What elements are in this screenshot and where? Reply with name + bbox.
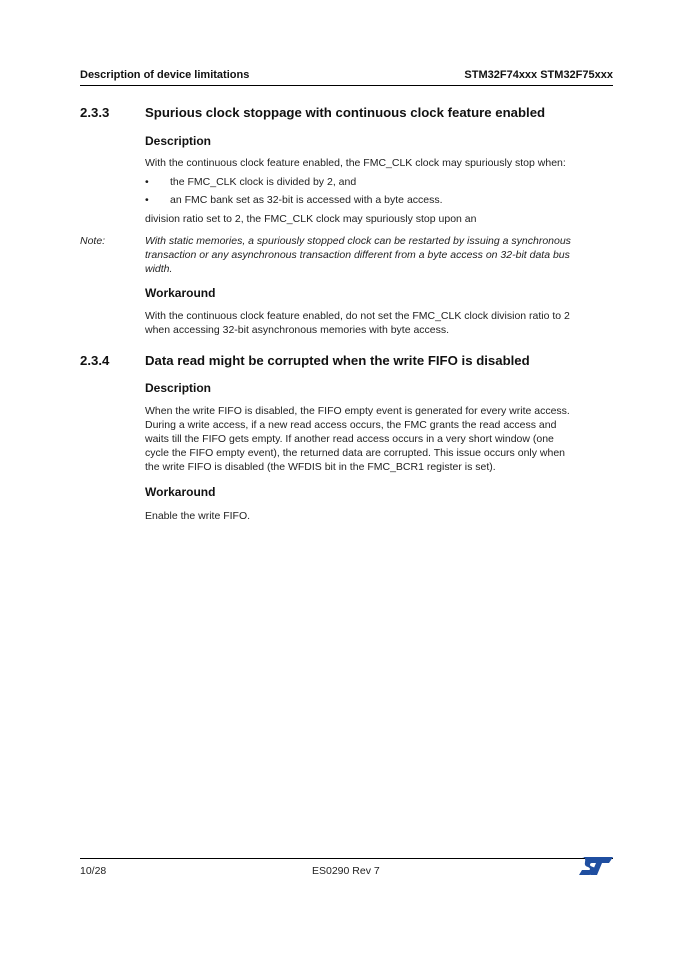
- bullet-item: an FMC bank set as 32-bit is accessed with a byte access.: [170, 194, 443, 206]
- description-heading: Description: [145, 381, 212, 395]
- page-number: 10/28: [80, 865, 107, 877]
- description-line: When the write FIFO is disabled, the FIFO empty event is generated for every write access.: [145, 405, 570, 417]
- section-title: Spurious clock stoppage with continuous clock feature enabled: [145, 105, 546, 120]
- workaround-line: when accessing 32-bit asynchronous memories with byte access.: [145, 324, 450, 336]
- note-label: Note:: [80, 235, 106, 247]
- description-trailing: division ratio set to 2, the FMC_CLK clock may spuriously stop upon an: [145, 213, 477, 225]
- st-logo-icon: [578, 856, 614, 876]
- description-line: cycle the FIFO empty event), the returned data are corrupted. This issue occurs only when: [145, 447, 566, 459]
- description-line: During a write access, if a new read access occurs, the FMC grants the read access and: [145, 419, 557, 431]
- running-header-title: Description of device limitations: [80, 69, 250, 81]
- workaround-text: Enable the write FIFO.: [145, 510, 251, 522]
- st-logo-shape: [579, 857, 613, 875]
- running-header-products: STM32F74xxx STM32F75xxx: [464, 69, 613, 81]
- section-title: Data read might be corrupted when the write FIFO is disabled: [145, 353, 530, 368]
- description-intro: With the continuous clock feature enabled, the FMC_CLK clock may spuriously stop when:: [145, 157, 566, 169]
- description-line: waits till the FIFO gets empty. If another read access occurs in a very short window (one: [145, 433, 554, 445]
- note-line: With static memories, a spuriously stopped clock can be restarted by issuing a synchronous: [145, 235, 571, 247]
- workaround-heading: Workaround: [145, 286, 216, 300]
- workaround-heading: Workaround: [145, 485, 216, 499]
- note-line: transaction or any asynchronous transaction different from a byte access on 32-bit data bus: [145, 249, 570, 261]
- bullet-marker: •: [145, 194, 149, 206]
- header-divider: [80, 85, 613, 86]
- note-line: width.: [145, 263, 173, 275]
- section-number: 2.3.4: [80, 353, 110, 368]
- bullet-item: the FMC_CLK clock is divided by 2, and: [170, 176, 357, 188]
- section-number: 2.3.3: [80, 105, 110, 120]
- description-line: the write FIFO is disabled (the WFDIS bit in the FMC_BCR1 register is set).: [145, 461, 496, 473]
- footer-divider: [80, 858, 613, 859]
- workaround-line: With the continuous clock feature enabled, do not set the FMC_CLK clock division ratio to 2: [145, 310, 570, 322]
- description-heading: Description: [145, 134, 212, 148]
- document-revision: ES0290 Rev 7: [312, 865, 380, 877]
- bullet-marker: •: [145, 176, 149, 188]
